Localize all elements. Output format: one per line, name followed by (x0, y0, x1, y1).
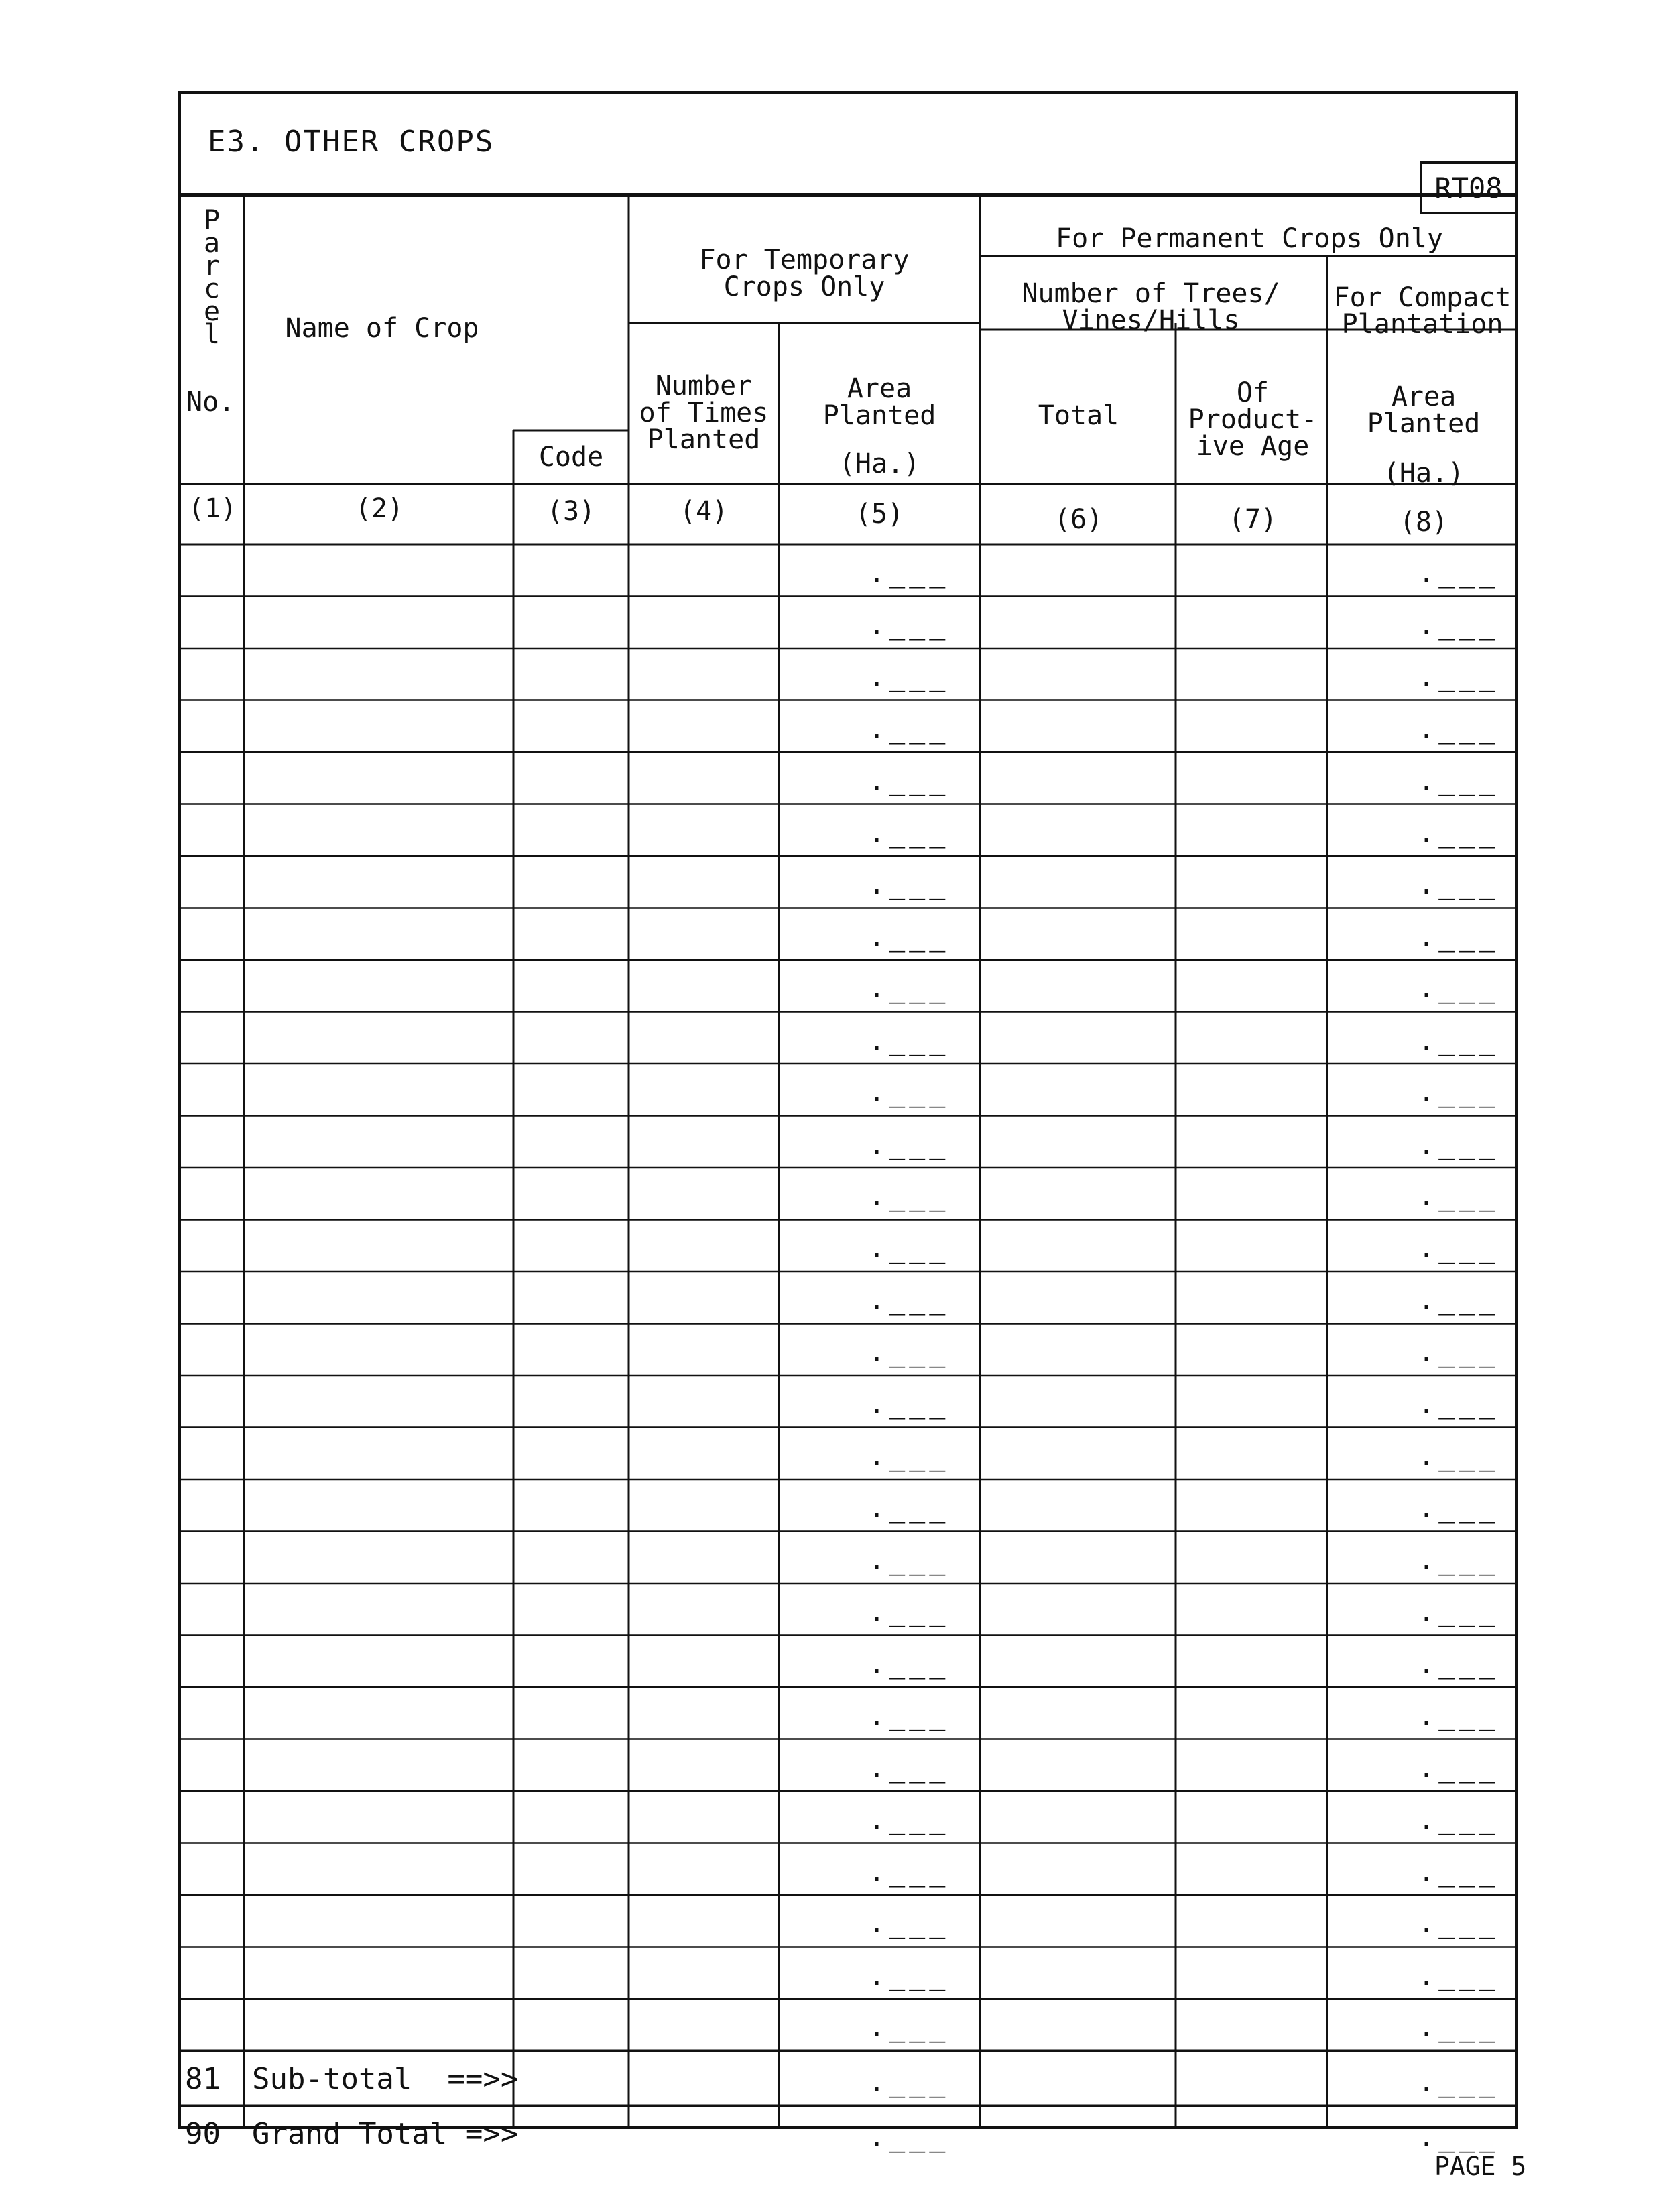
area-planted-8-field[interactable]: .___ (1418, 1233, 1499, 1264)
parcel-letter: e (203, 296, 221, 327)
parcel-letter: P (203, 205, 221, 236)
column-number-7: (7) (1228, 504, 1278, 535)
area-planted-8-field[interactable]: .___ (1418, 713, 1499, 745)
column-number-5: (5) (855, 499, 904, 530)
area-planted-8-field[interactable]: .___ (1418, 1804, 1499, 1835)
column-number-6: (6) (1054, 504, 1103, 535)
name-of-crop-header: Name of Crop (285, 313, 479, 344)
unit-8-label: (Ha.) (1383, 458, 1465, 489)
area-planted-8-field[interactable]: .___ (1418, 1648, 1499, 1680)
area-planted-8-field[interactable]: .___ (1418, 1285, 1499, 1316)
area-planted-8-field[interactable]: .___ (1418, 1025, 1499, 1056)
area-planted-5-field[interactable]: .___ (869, 1701, 950, 1731)
form-title: E3. OTHER CROPS (208, 125, 495, 159)
parcel-no-label: No. (186, 387, 235, 418)
area-planted-8-field[interactable]: .___ (1418, 1389, 1499, 1420)
area-planted-8-field[interactable]: .___ (1418, 1960, 1499, 1991)
area-planted-5-field[interactable]: .___ (869, 1129, 950, 1160)
area-planted-5-field[interactable]: .___ (869, 2012, 950, 2043)
parcel-letter: l (203, 319, 221, 350)
area-planted-5-field[interactable]: .___ (869, 1960, 950, 1991)
summary-row-label: Grand Total =>> (252, 2116, 519, 2151)
area-planted-5-field[interactable]: .___ (869, 558, 950, 589)
area-planted-5-field[interactable]: .___ (869, 609, 950, 641)
column-number-2: (2) (355, 493, 404, 524)
area-planted-8-field[interactable]: .___ (1418, 662, 1499, 692)
parcel-letter: a (203, 228, 221, 259)
area-planted-8-field[interactable]: .___ (1418, 1856, 1499, 1888)
area-planted-5-field[interactable]: .___ (869, 1440, 950, 1472)
area-planted-8-field[interactable]: .___ (1418, 973, 1499, 1004)
area-planted-8-field[interactable]: .___ (1418, 817, 1499, 849)
permanent-crops-header: For Permanent Crops Only (1056, 223, 1443, 254)
area-planted-5-field[interactable]: .___ (869, 1181, 950, 1212)
area-planted-5-field[interactable]: .___ (869, 1337, 950, 1368)
summary-area-8-field[interactable]: .___ (1418, 2067, 1499, 2098)
area-planted-5-field[interactable]: .___ (869, 1908, 950, 1939)
area-planted-5-field[interactable]: .___ (869, 973, 950, 1004)
summary-area-8-field[interactable]: .___ (1418, 2122, 1499, 2153)
code-header: Code (538, 442, 604, 473)
area-planted-8-field[interactable]: .___ (1418, 558, 1499, 589)
summary-row-code: 81 (185, 2061, 221, 2096)
total-header: Total (1038, 400, 1119, 431)
temporary-crops-header: For Temporary Crops Only (699, 245, 910, 302)
area-planted-8-field[interactable]: .___ (1418, 2012, 1499, 2043)
area-planted-8-field[interactable]: .___ (1418, 921, 1499, 953)
area-planted-5-field[interactable]: .___ (869, 1597, 950, 1627)
page-number: PAGE 5 (1434, 2152, 1527, 2181)
area-planted-5-field[interactable]: .___ (869, 1233, 950, 1264)
column-number-4: (4) (679, 496, 729, 527)
area-planted-5-field[interactable]: .___ (869, 662, 950, 692)
trees-vines-header: Number of Trees/ Vines/Hills (1022, 278, 1280, 336)
area-planted-8-field[interactable]: .___ (1418, 609, 1499, 641)
area-planted-8-field[interactable]: .___ (1418, 1337, 1499, 1368)
area-planted-8-field[interactable]: .___ (1418, 765, 1499, 796)
area-planted-5-field[interactable]: .___ (869, 765, 950, 796)
area-planted-5-field[interactable]: .___ (869, 1752, 950, 1784)
column-number-8: (8) (1399, 507, 1448, 538)
table-grid (178, 196, 1518, 2129)
area-planted-8-field[interactable]: .___ (1418, 869, 1499, 900)
area-planted-5-field[interactable]: .___ (869, 1389, 950, 1420)
unit-5-label: (Ha.) (839, 448, 920, 479)
area-planted-8-field[interactable]: .___ (1418, 1597, 1499, 1627)
area-planted-8-field[interactable]: .___ (1418, 1181, 1499, 1212)
area-planted-5-field[interactable]: .___ (869, 713, 950, 745)
column-number-1: (1) (188, 493, 237, 524)
area-planted-5-field[interactable]: .___ (869, 1285, 950, 1316)
summary-area-5-field[interactable]: .___ (869, 2067, 950, 2098)
area-planted-5-field[interactable]: .___ (869, 1025, 950, 1056)
area-planted-8-field[interactable]: .___ (1418, 1544, 1499, 1576)
area-planted-5-field[interactable]: .___ (869, 1648, 950, 1680)
area-planted-8-field[interactable]: .___ (1418, 1440, 1499, 1472)
area-planted-8-field[interactable]: .___ (1418, 1493, 1499, 1524)
column-number-3: (3) (546, 496, 596, 527)
productive-age-header: Of Product- ive Age (1188, 377, 1318, 462)
summary-row-label: Sub-total ==>> (252, 2061, 519, 2096)
area-planted-5-field[interactable]: .___ (869, 817, 950, 849)
area-planted-5-field[interactable]: .___ (869, 1856, 950, 1888)
area-planted-5-header: Area Planted (822, 373, 936, 431)
area-planted-8-field[interactable]: .___ (1418, 1908, 1499, 1939)
parcel-letter: r (203, 251, 221, 282)
area-planted-8-field[interactable]: .___ (1418, 1752, 1499, 1784)
area-planted-5-field[interactable]: .___ (869, 1804, 950, 1835)
area-planted-8-header: Area Planted (1367, 381, 1481, 439)
parcel-letter: c (203, 273, 221, 304)
area-planted-5-field[interactable]: .___ (869, 1544, 950, 1576)
summary-row-code: 90 (185, 2116, 221, 2151)
record-code-box: RT08 (1420, 161, 1518, 214)
area-planted-8-field[interactable]: .___ (1418, 1129, 1499, 1160)
area-planted-5-field[interactable]: .___ (869, 1493, 950, 1524)
area-planted-8-field[interactable]: .___ (1418, 1701, 1499, 1731)
area-planted-5-field[interactable]: .___ (869, 921, 950, 953)
summary-area-5-field[interactable]: .___ (869, 2122, 950, 2153)
compact-plantation-header: For Compact Plantation (1333, 282, 1511, 340)
area-planted-5-field[interactable]: .___ (869, 1077, 950, 1108)
area-planted-8-field[interactable]: .___ (1418, 1077, 1499, 1108)
area-planted-5-field[interactable]: .___ (869, 869, 950, 900)
times-planted-header: Number of Times Planted (639, 371, 769, 455)
